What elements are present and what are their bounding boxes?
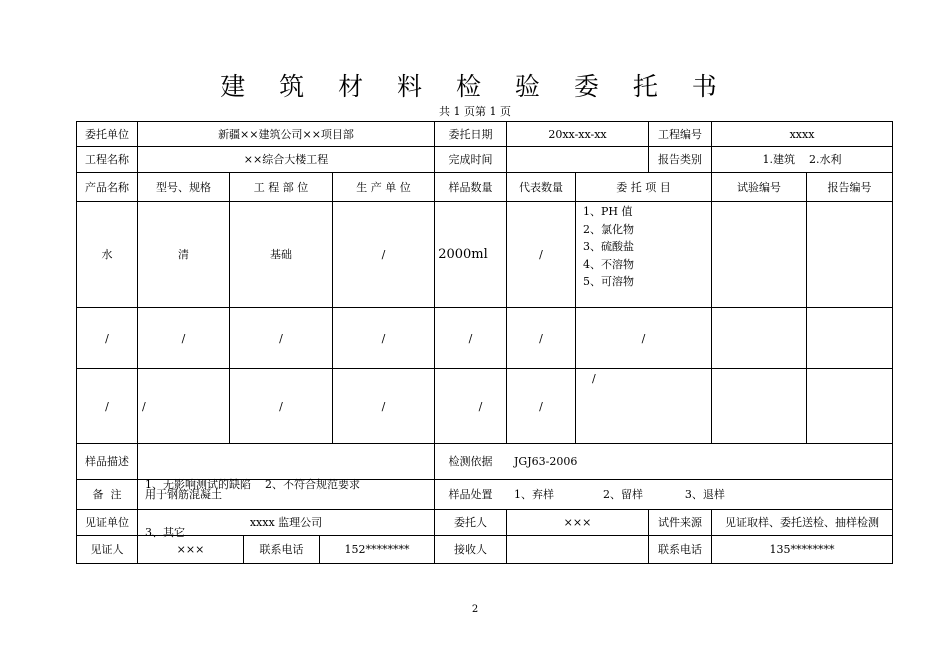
header-test-items: 委 托 项 目 bbox=[616, 180, 671, 194]
sample2-product: / bbox=[105, 331, 109, 345]
test-basis-value: JGJ63-2006 bbox=[514, 455, 578, 468]
sample1-product: 水 bbox=[101, 248, 113, 261]
sample1-report-number bbox=[807, 202, 892, 307]
sample3-test-items: / bbox=[592, 372, 596, 385]
sample3-report-number bbox=[807, 369, 892, 443]
header-spec: 型号、规格 bbox=[156, 180, 211, 194]
page-info: 共 1 页第 1 页 bbox=[439, 105, 511, 118]
sample1-location: 基础 bbox=[270, 248, 292, 261]
description-line: 1、无影响测试的缺陷 2、不符合规范要求 bbox=[145, 478, 360, 491]
report-type-label: 报告类别 bbox=[658, 153, 702, 166]
sample2-manufacturer: / bbox=[381, 331, 386, 345]
header-location: 工 程 部 位 bbox=[253, 180, 309, 194]
sample3-product: / bbox=[105, 399, 109, 413]
witness-value: ××× bbox=[176, 543, 205, 556]
sample2-test-items: / bbox=[641, 331, 646, 345]
commission-date-value: 20xx-xx-xx bbox=[548, 127, 607, 141]
receiver-value bbox=[507, 536, 648, 563]
witness-phone-value: 152******** bbox=[344, 543, 410, 556]
witness-label: 见证人 bbox=[90, 543, 124, 556]
entruster-label: 委托人 bbox=[454, 516, 487, 529]
commission-date-label: 委托日期 bbox=[448, 127, 493, 141]
header-report-number: 报告编号 bbox=[827, 180, 872, 194]
document-title: 建 筑 材 料 检 验 委 托 书 bbox=[220, 72, 730, 101]
sample3-spec: / bbox=[142, 399, 146, 413]
header-product-name: 产品名称 bbox=[85, 180, 129, 194]
header-sample-quantity: 样品数量 bbox=[448, 180, 493, 194]
finish-time-value bbox=[507, 147, 648, 172]
sample1-represent: / bbox=[539, 248, 543, 261]
sample3-location: / bbox=[279, 399, 283, 413]
sample2-location: / bbox=[279, 331, 283, 345]
sample1-test-items bbox=[576, 202, 711, 307]
receiver-phone-label: 联系电话 bbox=[658, 543, 702, 556]
sample3-quantity: / bbox=[478, 399, 483, 413]
header-manufacturer: 生 产 单 位 bbox=[356, 180, 411, 194]
client-value: 新疆××建筑公司××项目部 bbox=[218, 127, 354, 141]
remark-label: 备 注 bbox=[92, 488, 122, 501]
finish-time-label: 完成时间 bbox=[448, 153, 493, 166]
project-number-value: xxxx bbox=[789, 127, 815, 141]
witness-phone-label: 联系电话 bbox=[259, 543, 304, 556]
witness-unit-value: xxxx 监理公司 bbox=[249, 516, 323, 529]
page-number: 2 bbox=[471, 604, 479, 615]
sample3-represent: / bbox=[539, 399, 543, 413]
sample2-spec: / bbox=[181, 331, 186, 345]
sample2-represent: / bbox=[539, 331, 543, 345]
project-name-value: ××综合大楼工程 bbox=[243, 153, 329, 166]
header-test-number: 试验编号 bbox=[737, 180, 781, 194]
sample2-test-number bbox=[712, 308, 806, 368]
sample1-spec: 清 bbox=[178, 248, 189, 261]
test-item: 2、氯化物 bbox=[583, 222, 634, 236]
sample1-test-number bbox=[712, 202, 806, 307]
test-item: 3、硫酸盐 bbox=[583, 240, 634, 254]
sample2-report-number bbox=[807, 308, 892, 368]
receiver-label: 接收人 bbox=[454, 543, 487, 556]
test-item: 4、不溶物 bbox=[583, 257, 634, 271]
specimen-source-label: 试件来源 bbox=[658, 516, 702, 529]
sample-disposal-label: 样品处置 bbox=[448, 488, 493, 501]
project-name-label: 工程名称 bbox=[85, 153, 129, 166]
test-item: 5、可溶物 bbox=[583, 275, 634, 289]
remark-value: 用于钢筋混凝土 bbox=[145, 488, 222, 501]
project-number-label: 工程编号 bbox=[658, 127, 702, 141]
witness-unit-label: 见证单位 bbox=[85, 516, 129, 529]
specimen-source-value: 见证取样、委托送检、抽样检测 bbox=[725, 516, 879, 529]
sample3-manufacturer: / bbox=[381, 399, 386, 413]
report-type-value: 1.建筑 2.水利 bbox=[762, 153, 842, 166]
header-represent-quantity: 代表数量 bbox=[519, 180, 563, 194]
test-basis-label: 检测依据 bbox=[448, 455, 493, 468]
description-line: 3、其它 bbox=[145, 526, 185, 539]
sample3-test-number bbox=[712, 369, 806, 443]
sample-disposal-value: 1、弃样 2、留样 3、退样 bbox=[514, 488, 725, 501]
client-label: 委托单位 bbox=[85, 127, 129, 141]
sample-description-label: 样品描述 bbox=[85, 455, 129, 468]
sample1-quantity: 2000ml bbox=[438, 247, 488, 262]
receiver-phone-value: 135******** bbox=[769, 543, 835, 556]
entruster-value: ××× bbox=[563, 516, 592, 529]
test-item: 1、PH 值 bbox=[583, 205, 633, 218]
sample1-manufacturer: / bbox=[381, 248, 386, 261]
sample2-quantity: / bbox=[468, 331, 473, 345]
